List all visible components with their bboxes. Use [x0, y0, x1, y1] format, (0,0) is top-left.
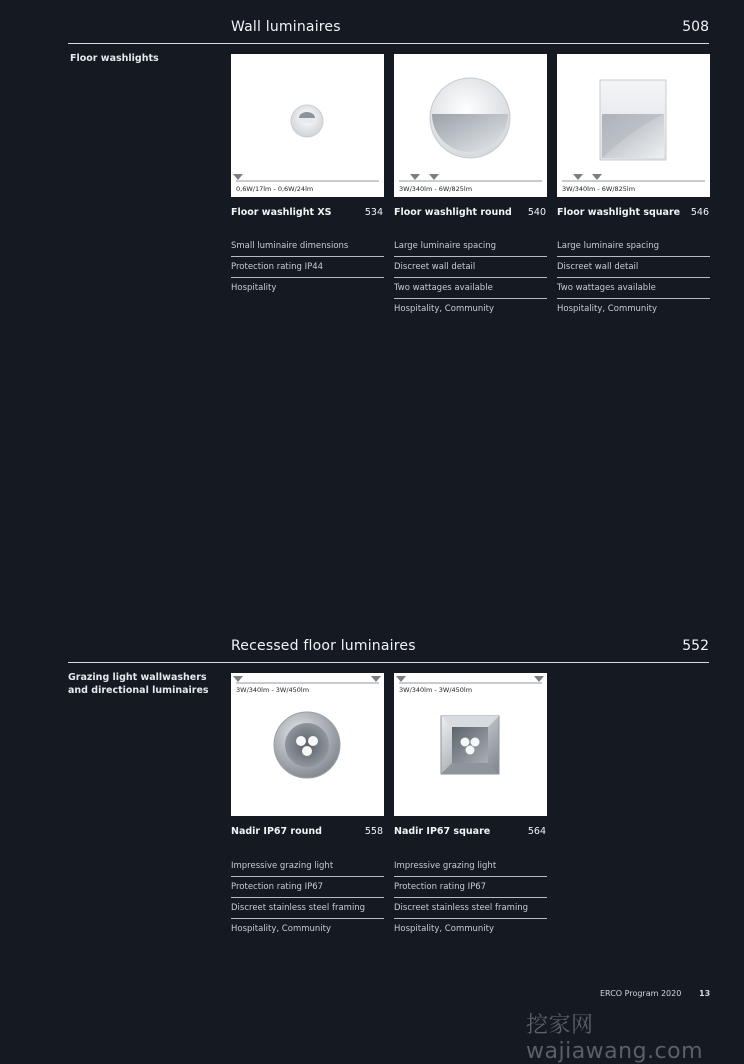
feature-item: Two wattages available	[394, 278, 547, 299]
feature-list-floor-washlight-round	[394, 236, 547, 320]
feature-list-floor-washlight-square	[557, 236, 710, 320]
watermark: 挖家网 wajiawang.com	[526, 1013, 704, 1064]
product-image-floor-washlight-round[interactable]	[394, 54, 547, 197]
feature-item: Small luminaire dimensions	[231, 236, 384, 257]
product-name-floor-washlight-round[interactable]: Floor washlight round	[394, 207, 512, 218]
feature-item: Large luminaire spacing	[557, 236, 710, 257]
feature-item: Large luminaire spacing	[394, 236, 547, 257]
feature-item: Hospitality, Community	[231, 924, 332, 934]
footer-program: ERCO Program 2020	[600, 989, 682, 998]
product-page-nadir-ip67-square: 564	[527, 826, 546, 837]
feature-list-nadir-ip67-square	[394, 856, 547, 940]
feature-item: Protection rating IP44	[231, 257, 384, 278]
feature-item: Impressive grazing light	[231, 856, 384, 877]
feature-item: Protection rating IP67	[231, 877, 384, 898]
feature-item: Discreet stainless steel framing	[394, 898, 547, 919]
feature-item: Impressive grazing light	[394, 856, 547, 877]
scale-bar	[236, 180, 379, 182]
feature-item: Hospitality, Community	[394, 924, 495, 934]
category-label-grazing-light: Grazing light wallwashers and directional luminaires	[68, 672, 209, 696]
feature-item: Discreet wall detail	[557, 257, 710, 278]
product-page-floor-washlight-xs: 534	[364, 207, 383, 218]
scale-bar	[399, 180, 542, 182]
scale-bar	[562, 180, 705, 182]
scale-range-text: 3W/340lm - 3W/450lm	[236, 686, 310, 694]
scale-range-text: 3W/340lm - 3W/450lm	[399, 686, 473, 694]
feature-list-floor-washlight-xs	[231, 236, 384, 299]
product-name-floor-washlight-square[interactable]: Floor washlight square	[557, 207, 681, 218]
product-image-nadir-ip67-square[interactable]	[394, 673, 547, 816]
category-label-floor-washlights: Floor washlights	[70, 53, 159, 64]
nadir-square-illustration	[394, 673, 547, 816]
product-page-nadir-ip67-round: 558	[364, 826, 383, 837]
section-divider	[68, 662, 709, 663]
product-page-floor-washlight-round: 540	[527, 207, 546, 218]
feature-item: Hospitality, Community	[557, 304, 658, 314]
feature-item: Hospitality, Community	[394, 304, 495, 314]
product-image-nadir-ip67-round[interactable]	[231, 673, 384, 816]
scale-range-text: 3W/340lm - 6W/825lm	[562, 185, 636, 193]
product-image-floor-washlight-square[interactable]	[557, 54, 710, 197]
section-divider	[68, 43, 709, 44]
feature-item: Discreet wall detail	[394, 257, 547, 278]
product-name-nadir-ip67-square[interactable]: Nadir IP67 square	[394, 826, 491, 837]
nadir-round-illustration	[231, 673, 384, 816]
section-title-recessed-floor-luminaires: Recessed floor luminaires	[231, 638, 416, 654]
product-name-nadir-ip67-round[interactable]: Nadir IP67 round	[231, 826, 322, 837]
section-page-recessed-floor-luminaires: 552	[682, 638, 709, 654]
feature-item: Hospitality	[231, 283, 277, 293]
product-image-floor-washlight-xs[interactable]	[231, 54, 384, 197]
feature-item: Discreet stainless steel framing	[231, 898, 384, 919]
feature-list-nadir-ip67-round	[231, 856, 384, 940]
feature-item: Two wattages available	[557, 278, 710, 299]
feature-item: Protection rating IP67	[394, 877, 547, 898]
section-title-wall-luminaires: Wall luminaires	[231, 19, 341, 35]
scale-range-text: 0,6W/17lm - 0,6W/24lm	[236, 185, 314, 193]
product-name-floor-washlight-xs[interactable]: Floor washlight XS	[231, 207, 332, 218]
floor-washlight-xs-illustration	[231, 54, 384, 197]
footer-page-number: 13	[699, 989, 711, 998]
section-page-wall-luminaires: 508	[682, 19, 709, 35]
scale-range-text: 3W/340lm - 6W/825lm	[399, 185, 473, 193]
product-page-floor-washlight-square: 546	[690, 207, 709, 218]
